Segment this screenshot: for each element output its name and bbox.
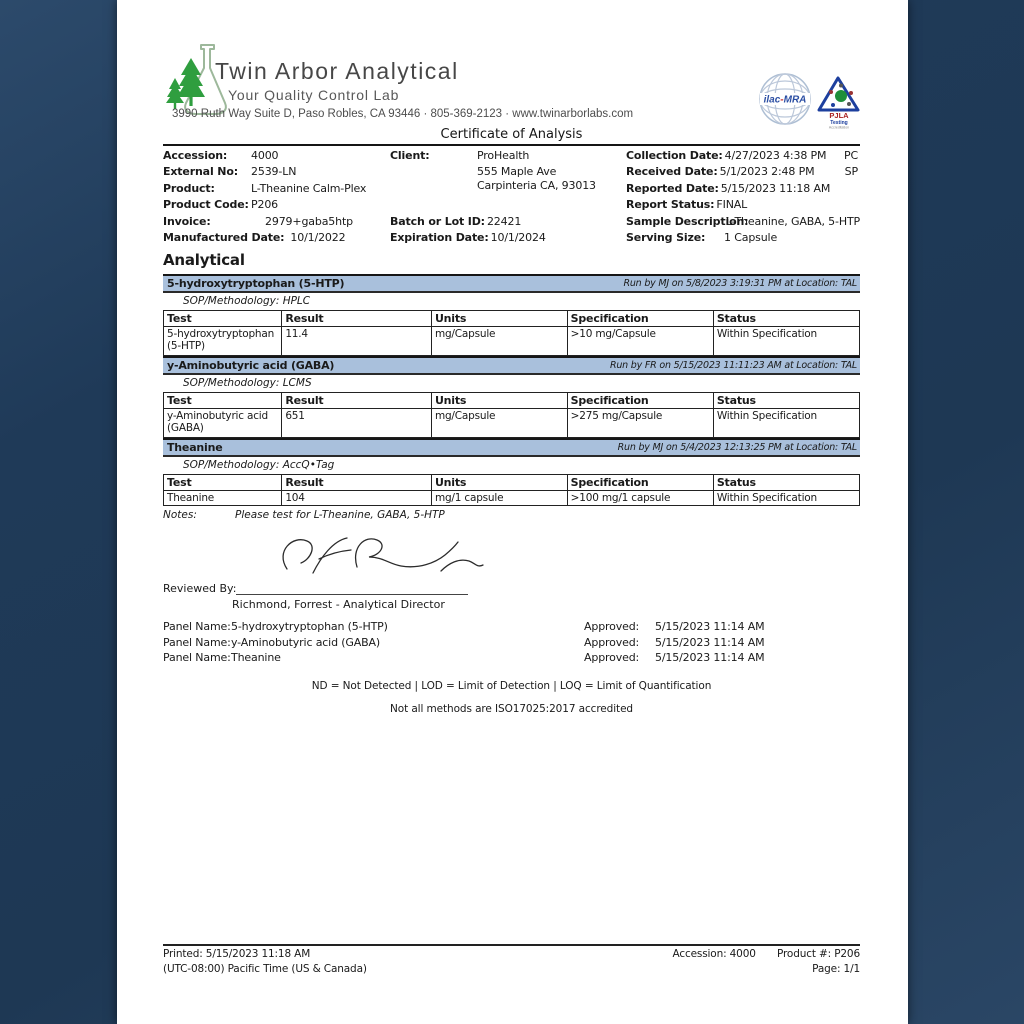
panel-approvals [163, 620, 860, 667]
panel-header-5htp [163, 274, 860, 293]
footer-page-number: Page: 1/1 [812, 963, 860, 975]
reviewer-name: Richmond, Forrest - Analytical Director [232, 598, 445, 611]
info-row: Received Date: 5/1/2023 2:48 PM SP [626, 165, 858, 179]
panel-approval-row: Panel Name: y-Aminobutyric acid (GABA) Approved: 5/15/2023 11:14 AM [163, 635, 765, 649]
panel-run-by: Run by MJ on 5/4/2023 12:13:25 PM at Location: TAL [617, 442, 857, 453]
info-row: External No: 2539-LN [163, 165, 297, 179]
brand-tagline: Your Quality Control Lab [228, 87, 400, 103]
header-divider [163, 144, 860, 146]
document-title: Certificate of Analysis [440, 127, 583, 142]
footer-ids [672, 948, 860, 963]
analyst-initials: PC [843, 149, 858, 162]
analyst-initials: SP [844, 165, 858, 179]
info-row: Product: L-Theanine Calm-Plex [163, 181, 367, 195]
info-row: Product Code: P206 [163, 198, 279, 212]
footer-timezone: (UTC-08:00) Pacific Time (US & Canada) [163, 963, 367, 975]
info-column-left [163, 149, 389, 247]
info-row: Client: ProHealth [390, 149, 530, 162]
results-table-5htp [163, 310, 860, 356]
results-table-theanine [163, 474, 860, 506]
notes-row [163, 509, 860, 525]
table-row: y-Aminobutyric acid (GABA) 651 mg/Capsule >275 mg/Capsule Within Specification [164, 409, 860, 438]
panel-approval-row: Panel Name: Theanine Approved: 5/15/2023 11:14 AM [163, 651, 765, 665]
info-row: Report Status: FINAL [626, 198, 748, 212]
notes-text: Please test for L-Theanine, GABA, 5-HTP [235, 509, 445, 521]
signature-line [236, 583, 468, 595]
brand-address: 3990 Ruth Way Suite D, Paso Robles, CA 93446 · 805-369-2123 · www.twinarborlabs.com [172, 108, 634, 120]
info-column-middle [390, 149, 624, 247]
panel-run-by: Run by FR on 5/15/2023 11:11:23 AM at Location: TAL [609, 360, 857, 371]
info-row: Manufactured Date: 10/1/2022 [163, 230, 346, 244]
notes-label: Notes: [163, 509, 197, 521]
table-header-row: Test Result Units Specification Status [164, 311, 860, 327]
ilac-mra-logo-icon [758, 72, 812, 126]
info-column-right [626, 149, 860, 247]
info-row: Reported Date: 5/15/2023 11:18 AM [626, 181, 831, 195]
info-row: Expiration Date: 10/1/2024 [390, 230, 546, 244]
reviewed-by-label: Reviewed By: [163, 582, 237, 595]
footer-product: Product #: P206 [776, 948, 860, 960]
iso-accreditation-note: Not all methods are ISO17025:2017 accredited [390, 702, 633, 715]
panel-title: Theanine [167, 441, 223, 454]
panel-approval-row: Panel Name: 5-hydroxytryptophan (5-HTP) Approved: 5/15/2023 11:14 AM [163, 620, 765, 633]
abbreviation-legend: ND = Not Detected | LOD = Limit of Detection | LOQ = Limit of Quantification [311, 679, 712, 692]
info-row: Collection Date: 4/27/2023 4:38 PM PC [626, 149, 858, 162]
panel-title: y-Aminobutyric acid (GABA) [167, 359, 335, 372]
ilac-mra-text: ilac-MRA [763, 94, 807, 106]
info-row [390, 198, 624, 214]
results-table-gaba [163, 392, 860, 438]
table-row: Theanine 104 mg/1 capsule >100 mg/1 capsule Within Specification [164, 491, 860, 506]
panel-title: 5-hydroxytryptophan (5-HTP) [167, 277, 345, 290]
info-row: Invoice: 2979+gaba5htp [163, 214, 353, 228]
pjla-sub-text: Testing [830, 120, 848, 126]
signature-image [265, 527, 495, 585]
certificate-page [117, 0, 908, 1024]
page-footer [163, 944, 860, 978]
table-header-row: Test Result Units Specification Status [164, 475, 860, 491]
info-row: Serving Size: 1 Capsule [626, 230, 778, 244]
brand-name: Twin Arbor Analytical [215, 58, 459, 84]
table-header-row: Test Result Units Specification Status [164, 393, 860, 409]
sop-methodology: SOP/Methodology: HPLC [183, 295, 311, 307]
pjla-accreditation-text: Accreditation [828, 125, 850, 129]
sop-methodology: SOP/Methodology: LCMS [183, 377, 312, 389]
info-row: Carpinteria CA, 93013 [477, 178, 596, 192]
info-row: Sample Description: L-Theanine, GABA, 5-HTP [626, 214, 860, 228]
pjla-logo-icon [815, 73, 863, 129]
panel-run-by: Run by MJ on 5/8/2023 3:19:31 PM at Location: TAL [623, 278, 857, 289]
table-row: 5-hydroxytryptophan (5-HTP) 11.4 mg/Capsule >10 mg/Capsule Within Specification [164, 327, 860, 356]
footer-accession: Accession: 4000 [672, 948, 756, 960]
panel-header-theanine [163, 438, 860, 457]
analytical-section [163, 251, 860, 715]
pjla-text: PJLA [829, 111, 849, 120]
info-row: 555 Maple Ave [477, 165, 557, 179]
footer-printed: Printed: 5/15/2023 11:18 AM [163, 948, 311, 960]
info-row: Accession: 4000 [163, 149, 279, 162]
reviewed-by-row [163, 582, 860, 595]
info-row: Batch or Lot ID: 22421 [390, 214, 522, 228]
analytical-heading: Analytical [163, 251, 245, 269]
sop-methodology: SOP/Methodology: AccQ•Tag [183, 459, 335, 471]
panel-header-gaba [163, 356, 860, 375]
